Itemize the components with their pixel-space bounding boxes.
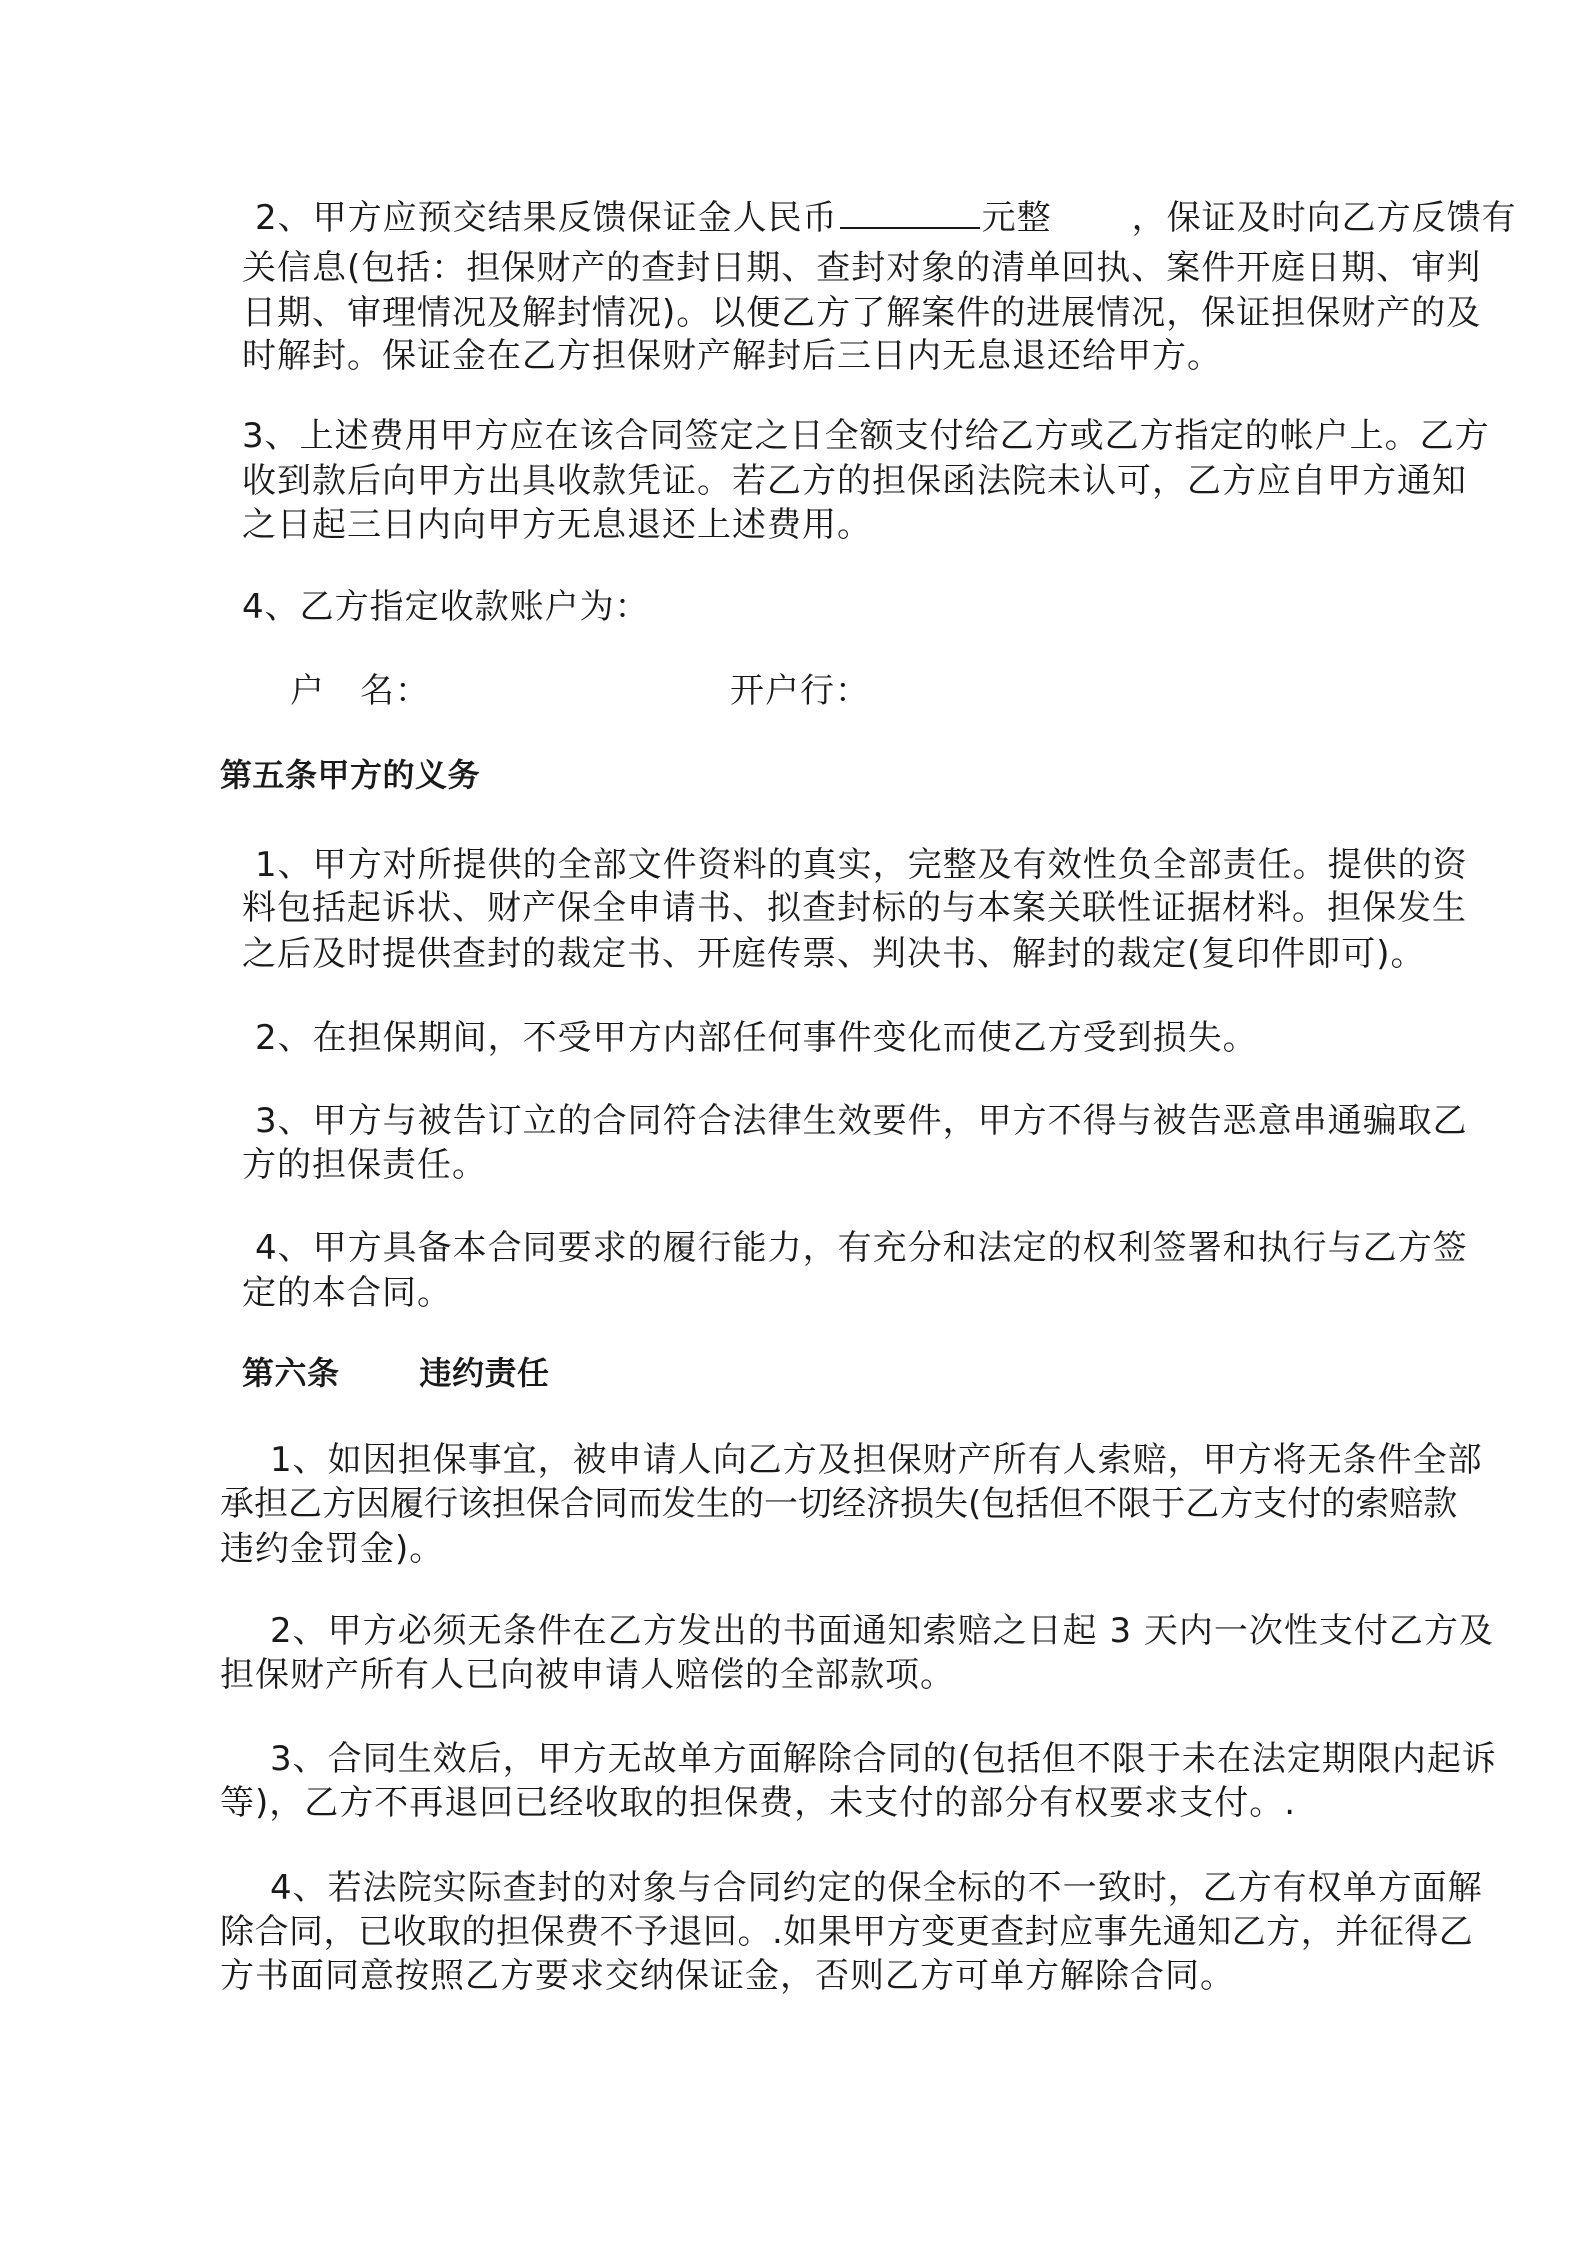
paragraph-line: 3、上述费用甲方应在该合同签定之日全额支付给乙方或乙方指定的帐户上。乙方	[242, 416, 1490, 456]
paragraph-line: 关信息(包括：担保财产的查封日期、查封对象的清单回执、案件开庭日期、审判	[242, 248, 1482, 288]
paragraph-line	[255, 193, 1517, 240]
bank-label: 开户行：	[730, 671, 870, 711]
paragraph-line: 之日起三日内向甲方无息退还上述费用。	[242, 505, 872, 545]
amount-blank	[840, 193, 980, 229]
paragraph-line: 3、合同生效后，甲方无故单方面解除合同的(包括但不限于未在法定期限内起诉	[270, 1739, 1497, 1779]
paragraph-line: 4、若法院实际查封的对象与合同约定的保全标的不一致时，乙方有权单方面解	[270, 1868, 1483, 1908]
paragraph-line: 1、甲方对所提供的全部文件资料的真实，完整及有效性负全部责任。提供的资	[255, 845, 1468, 885]
text-segment: ，保证及时向乙方反馈有	[1131, 198, 1517, 238]
paragraph-line: 方书面同意按照乙方要求交纳保证金，否则乙方可单方解除合同。	[220, 1956, 1235, 1996]
paragraph-line: 收到款后向甲方出具收款凭证。若乙方的担保函法院未认可，乙方应自甲方通知	[242, 461, 1467, 501]
paragraph-line: 时解封。保证金在乙方担保财产解封后三日内无息退还给甲方。	[242, 336, 1222, 376]
paragraph-line: 除合同，已收取的担保费不予退回。.如果甲方变更查封应事先通知乙方，并征得乙	[220, 1912, 1474, 1952]
paragraph-line: 日期、审理情况及解封情况)。以便乙方了解案件的进展情况，保证担保财产的及	[242, 293, 1482, 333]
paragraph-line: 等)，乙方不再退回已经收取的担保费，未支付的部分有权要求支付。.	[220, 1783, 1297, 1823]
section-heading: 第五条甲方的义务	[220, 756, 481, 794]
paragraph-line: 方的担保责任。	[242, 1145, 487, 1185]
text-segment: 元整	[981, 198, 1052, 238]
paragraph-line: 担保财产所有人已向被申请人赔偿的全部款项。	[220, 1655, 955, 1695]
paragraph-line: 2、甲方必须无条件在乙方发出的书面通知索赔之日起 3 天内一次性支付乙方及	[270, 1611, 1494, 1651]
section-number: 第六条	[242, 1354, 340, 1392]
section-heading	[242, 1351, 550, 1395]
paragraph-line: 料包括起诉状、财产保全申请书、拟查封标的与本案关联性证据材料。担保发生	[242, 888, 1467, 928]
paragraph-line: 2、在担保期间，不受甲方内部任何事件变化而使乙方受到损失。	[255, 1018, 1258, 1058]
account-line	[290, 669, 870, 713]
paragraph-line: 3、甲方与被告订立的合同符合法律生效要件，甲方不得与被告恶意串通骗取乙	[255, 1101, 1468, 1141]
account-name-label: 户 名：	[290, 671, 430, 711]
paragraph-line: 定的本合同。	[242, 1273, 452, 1313]
paragraph-line: 4、乙方指定收款账户为：	[242, 587, 650, 627]
paragraph-line: 4、甲方具备本合同要求的履行能力，有充分和法定的权利签署和执行与乙方签	[255, 1228, 1468, 1268]
paragraph-line: 之后及时提供查封的裁定书、开庭传票、判决书、解封的裁定(复印件即可)。	[242, 934, 1426, 974]
paragraph-line: 承担乙方因履行该担保合同而发生的一切经济损失(包括但不限于乙方支付的索赔款	[220, 1484, 1458, 1524]
text-segment: 2、甲方应预交结果反馈保证金人民币	[255, 198, 838, 238]
paragraph-line: 1、如因担保事宜，被申请人向乙方及担保财产所有人索赔，甲方将无条件全部	[270, 1440, 1483, 1480]
section-title: 违约责任	[419, 1354, 550, 1392]
paragraph-line: 违约金罚金)。	[220, 1529, 445, 1569]
